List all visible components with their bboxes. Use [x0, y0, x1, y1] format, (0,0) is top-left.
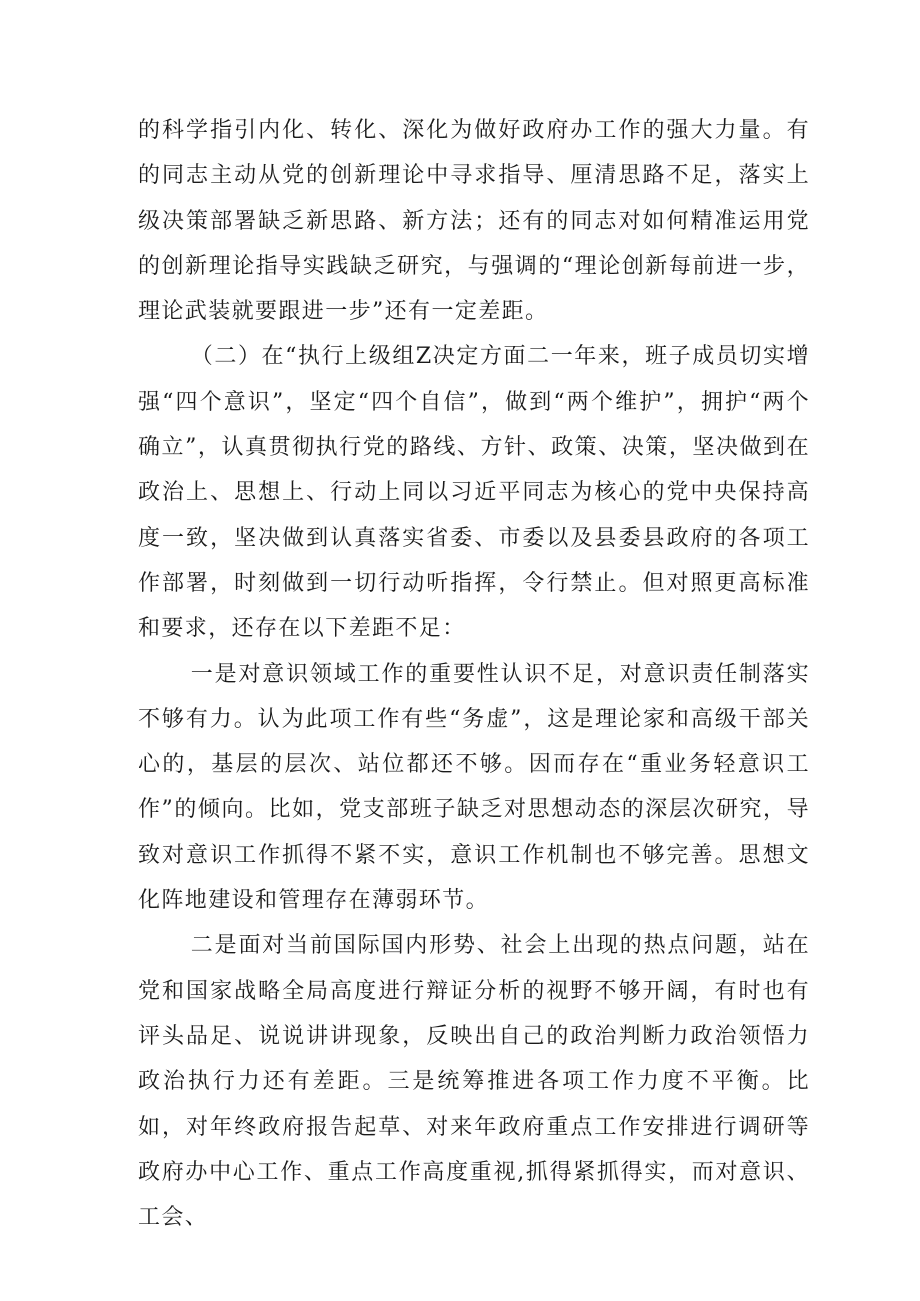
paragraph-1: 的科学指引内化、转化、深化为做好政府办工作的强大力量。有的同志主动从党的创新理论中寻求指导、厘清思路不足，落实上级决策部署缺乏新思路、新方法；还有的同志对如何精准运用党的创新理论指导实践缺乏研究，与强调的“理论创新每前进一步，理论武装就要跟进一步”还有一定差距。 — [138, 118, 810, 325]
paragraph-3: 一是对意识领域工作的重要性认识不足，对意识责任制落实不够有力。认为此项工作有些“务虚”，这是理论家和高级干部关心的，基层的层次、站位都还不够。因而存在“重业务轻意识工作”的倾向。比如，党支部班子缺乏对思想动态的深层次研究，导致对意识工作抓得不紧不实，意识工作机制也不够完善。思想文化阵地建设和管理存在薄弱环节。 — [138, 661, 810, 914]
paragraph-4: 二是面对当前国际国内形势、社会上出现的热点问题，站在党和国家战略全局高度进行辩证分析的视野不够开阔，有时也有评头品足、说说讲讲现象，反映出自己的政治判断力政治领悟力政治执行力还有差距。三是统筹推进各项工作力度不平衡。比如，对年终政府报告起草、对来年政府重点工作安排进行调研等政府办中心工作、重点工作高度重视,抓得紧抓得实，而对意识、工会、 — [138, 933, 810, 1231]
document-body — [138, 108, 810, 1240]
paragraph-2: （二）在“执行上级组Z决定方面二一年来，班子成员切实增强“四个意识”，坚定“四个自信”，做到“两个维护”，拥护“两个确立”，认真贯彻执行党的路线、方针、政策、决策，坚决做到在政治上、思想上、行动上同以习近平同志为核心的党中央保持高度一致，坚决做到认真落实省委、市委以及县委县政府的各项工作部署，时刻做到一切行动听指挥，令行禁止。但对照更高标准和要求，还存在以下差距不足： — [138, 344, 810, 642]
